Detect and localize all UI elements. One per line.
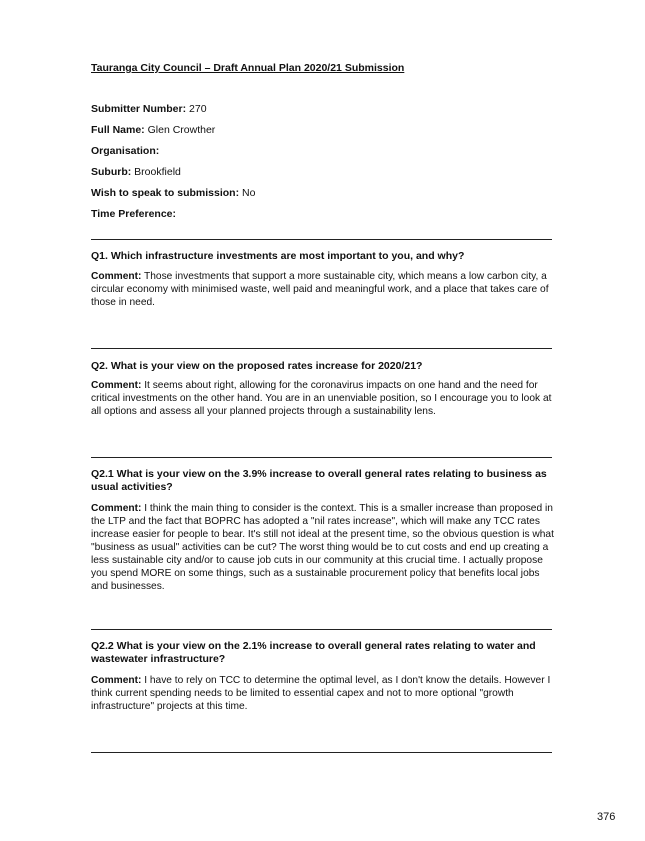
comment-label: Comment: (91, 675, 142, 686)
comment-2-1 (91, 502, 559, 593)
time-preference (91, 208, 176, 220)
suburb (91, 166, 181, 178)
divider (91, 239, 552, 240)
comment-label: Comment: (91, 271, 142, 282)
comment-2-1-text: I think the main thing to consider is the context. This is a smaller increase than proposed in the LTP and the fact that BOPRC has adopted a "nil rates increase", which will make any TCC rates increase easier for people to bear. It's still not ideal at the present time, so the obvious question is what "business as usual" activities can be cut? The worst thing would be to cut costs and end up creating a less sustainable city and/or to cause job cuts in our community at this crucial time. I actually propose you spend MORE on some things, such as a sustainable procurement policy that benefits local jobs and businesses. (91, 503, 554, 592)
comment-label: Comment: (91, 380, 142, 391)
suburb-label: Suburb: (91, 166, 132, 178)
time-preference-label: Time Preference: (91, 208, 177, 220)
organisation-label: Organisation: (91, 145, 160, 157)
submitter-number-label: Submitter Number: (91, 103, 187, 115)
comment-2-text: It seems about right, allowing for the coronavirus impacts on one hand and the need for critical investments on the other hand. You are in an unenviable position, so I encourage you to look at all options and assess all your planned projects through a sustainability lens. (91, 380, 552, 417)
question-2-2: Q2.2 What is your view on the 2.1% increase to overall general rates relating to water and wastewater infrastructure? (91, 640, 536, 665)
organisation (91, 145, 159, 157)
submitter-number (91, 103, 207, 115)
question-1: Q1. Which infrastructure investments are most important to you, and why? (91, 250, 465, 262)
comment-2-2 (91, 674, 559, 713)
divider (91, 752, 552, 753)
comment-1 (91, 270, 559, 309)
comment-2-2-text: I have to rely on TCC to determine the optimal level, as I don't know the details. However I think current spending needs to be limited to essential capex and not to more optional "growth infrastructure" projects at this time. (91, 675, 551, 712)
full-name-value: Glen Crowther (147, 124, 216, 136)
page-title: Tauranga City Council – Draft Annual Plan 2020/21 Submission (91, 62, 405, 74)
question-2-1: Q2.1 What is your view on the 3.9% increase to overall general rates relating to business as usual activities? (91, 468, 547, 493)
comment-1-text: Those investments that support a more sustainable city, which means a low carbon city, a circular economy with minimised waste, well paid and meaningful work, and a place that takes care of those in need. (91, 271, 549, 308)
comment-2 (91, 379, 559, 418)
full-name (91, 124, 215, 136)
full-name-label: Full Name: (91, 124, 145, 136)
divider (91, 629, 552, 630)
submitter-number-value: 270 (189, 103, 207, 115)
divider (91, 457, 552, 458)
divider (91, 348, 552, 349)
wish-to-speak-label: Wish to speak to submission: (91, 187, 240, 199)
wish-to-speak (91, 187, 255, 199)
comment-label: Comment: (91, 503, 142, 514)
suburb-value: Brookfield (134, 166, 181, 178)
wish-to-speak-value: No (242, 187, 256, 199)
page-number: 376 (597, 811, 616, 823)
question-2: Q2. What is your view on the proposed rates increase for 2020/21? (91, 360, 423, 372)
